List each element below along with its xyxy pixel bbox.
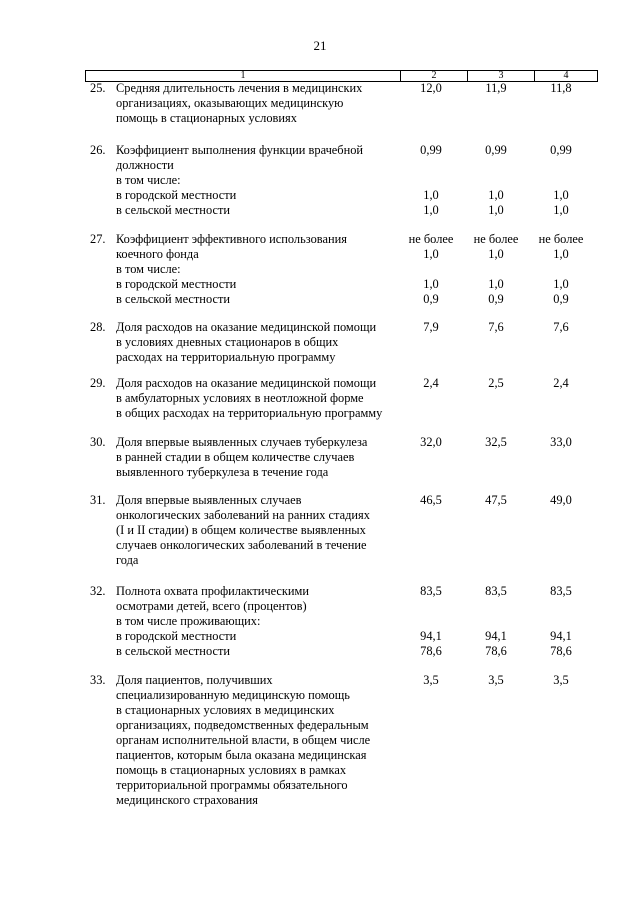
value-cell: 1,0 [488,247,504,261]
value-cell: 0,9 [423,292,439,306]
value-cell: 1,0 [488,188,504,202]
description-line: Доля впервые выявленных случаев туберкулеза [116,435,368,449]
row-description [116,376,406,421]
value-cell [531,599,591,614]
description-line: (I и II стадии) в общем количестве выявленных [116,523,366,537]
header-col-1: 1 [240,70,246,81]
value-cell: 94,1 [420,629,442,643]
value-cell: 47,5 [485,493,507,507]
value-cell: 1,0 [423,203,439,217]
value-cell: 7,6 [488,320,504,334]
value-cell: 1,0 [488,203,504,217]
value-cell [401,158,461,173]
value-col-2 [401,376,461,391]
description-line: в сельской местности [116,292,230,306]
value-cell: 1,0 [423,247,439,261]
value-cell: 12,0 [420,81,442,95]
value-col-4 [531,584,591,659]
value-cell: 94,1 [485,629,507,643]
value-cell: 2,4 [553,376,569,390]
description-line: в том числе: [116,173,181,187]
value-cell: 83,5 [550,584,572,598]
value-col-2 [401,81,461,96]
value-col-4 [531,320,591,335]
value-cell: 3,5 [423,673,439,687]
value-cell: 3,5 [553,673,569,687]
value-col-3 [466,673,526,688]
description-line: осмотрами детей, всего (процентов) [116,599,307,613]
value-cell: 1,0 [423,277,439,291]
value-cell: 0,9 [553,292,569,306]
value-cell: 78,6 [550,644,572,658]
description-line: помощь в стационарных условиях [116,111,297,125]
value-cell: не более [538,232,584,246]
value-col-4 [531,493,591,508]
value-col-3 [466,435,526,450]
description-line: в амбулаторных условиях в неотложной форме [116,391,364,405]
description-line: Полнота охвата профилактическими [116,584,310,598]
description-line: территориальной программы обязательного [116,778,348,792]
value-col-4 [531,143,591,218]
description-line: Доля впервые выявленных случаев [116,493,302,507]
row-number: 26. [90,143,106,157]
value-col-3 [466,143,526,218]
value-cell: 0,9 [488,292,504,306]
description-line: в городской местности [116,188,237,202]
value-cell: не более [408,232,454,246]
value-col-3 [466,320,526,335]
value-cell [466,158,526,173]
row-description [116,584,406,659]
page-number: 21 [313,38,327,53]
description-line: органам исполнительной власти, в общем числе [116,733,371,747]
value-col-2 [401,493,461,508]
value-cell [466,173,526,188]
description-line: в общих расходах на территориальную программу [116,406,383,420]
value-cell: 3,5 [488,673,504,687]
value-col-2 [401,673,461,688]
value-cell: 11,9 [485,81,507,95]
description-line: должности [116,158,174,172]
value-cell: 2,4 [423,376,439,390]
row-description [116,493,406,568]
row-number: 32. [90,584,106,598]
row-number: 27. [90,232,106,246]
value-col-2 [401,232,461,307]
value-col-4 [531,435,591,450]
value-cell: 1,0 [423,188,439,202]
value-cell [531,158,591,173]
row-description [116,320,406,365]
value-cell: 1,0 [553,247,569,261]
value-cell [401,599,461,614]
value-cell: 1,0 [488,277,504,291]
value-cell: 2,5 [488,376,504,390]
description-line: случаев онкологических заболеваний в течение [116,538,367,552]
row-description [116,81,406,126]
value-col-4 [531,673,591,688]
description-line: в городской местности [116,277,237,291]
row-number: 31. [90,493,106,507]
header-col-3: 3 [467,71,534,81]
value-cell: 32,0 [420,435,442,449]
value-cell [531,262,591,277]
value-cell: 1,0 [553,188,569,202]
value-cell: 78,6 [420,644,442,658]
description-line: в стационарных условиях в медицинских [116,703,335,717]
value-col-4 [531,376,591,391]
description-line: в сельской местности [116,644,230,658]
value-cell [401,614,461,629]
value-col-3 [466,81,526,96]
value-col-4 [531,232,591,307]
row-number: 33. [90,673,106,687]
value-col-2 [401,584,461,659]
value-cell: 7,9 [423,320,439,334]
row-description [116,143,406,218]
description-line: онкологических заболеваний на ранних стадиях [116,508,370,522]
value-col-2 [401,143,461,218]
description-line: организациях, оказывающих медицинскую [116,96,344,110]
description-line: выявленного туберкулеза в течение года [116,465,329,479]
row-description [116,673,406,808]
value-cell: 11,8 [550,81,572,95]
value-cell [466,262,526,277]
row-description [116,435,406,480]
header-col-4: 4 [534,71,597,81]
value-col-2 [401,435,461,450]
value-cell: 46,5 [420,493,442,507]
value-cell: 94,1 [550,629,572,643]
value-cell [401,173,461,188]
value-cell [531,173,591,188]
value-cell: 7,6 [553,320,569,334]
row-number: 30. [90,435,106,449]
value-col-3 [466,584,526,659]
value-cell: не более [473,232,519,246]
value-col-3 [466,493,526,508]
description-line: специализированную медицинскую помощь [116,688,350,702]
value-cell: 0,99 [485,143,507,157]
description-line: Коэффициент эффективного использования [116,232,347,246]
description-line: Доля расходов на оказание медицинской помощи [116,320,377,334]
description-line: в условиях дневных стационаров в общих [116,335,339,349]
value-cell: 1,0 [553,277,569,291]
description-line: в городской местности [116,629,237,643]
value-cell [401,262,461,277]
description-line: в том числе проживающих: [116,614,261,628]
value-cell: 1,0 [553,203,569,217]
value-col-3 [466,232,526,307]
row-number: 28. [90,320,106,334]
value-cell [466,614,526,629]
description-line: коечного фонда [116,247,199,261]
value-col-2 [401,320,461,335]
description-line: Доля расходов на оказание медицинской помощи [116,376,377,390]
description-line: пациентов, которым была оказана медицинская [116,748,367,762]
description-line: Средняя длительность лечения в медицинских [116,81,363,95]
description-line: Доля пациентов, получивших [116,673,273,687]
value-cell [466,599,526,614]
row-number: 29. [90,376,106,390]
value-cell: 33,0 [550,435,572,449]
value-cell: 0,99 [420,143,442,157]
description-line: организациях, подведомственных федеральным [116,718,369,732]
value-cell: 49,0 [550,493,572,507]
value-col-4 [531,81,591,96]
row-number: 25. [90,81,106,95]
description-line: расходах на территориальную программу [116,350,336,364]
value-cell: 83,5 [420,584,442,598]
value-col-3 [466,376,526,391]
header-col-2: 2 [400,71,467,81]
row-description [116,232,406,307]
value-cell: 0,99 [550,143,572,157]
description-line: в сельской местности [116,203,230,217]
value-cell: 83,5 [485,584,507,598]
value-cell: 32,5 [485,435,507,449]
description-line: в том числе: [116,262,181,276]
description-line: помощь в стационарных условиях в рамках [116,763,347,777]
description-line: года [116,553,139,567]
description-line: медицинского страхования [116,793,258,807]
description-line: в ранней стадии в общем количестве случаев [116,450,355,464]
value-cell [531,614,591,629]
description-line: Коэффициент выполнения функции врачебной [116,143,364,157]
value-cell: 78,6 [485,644,507,658]
